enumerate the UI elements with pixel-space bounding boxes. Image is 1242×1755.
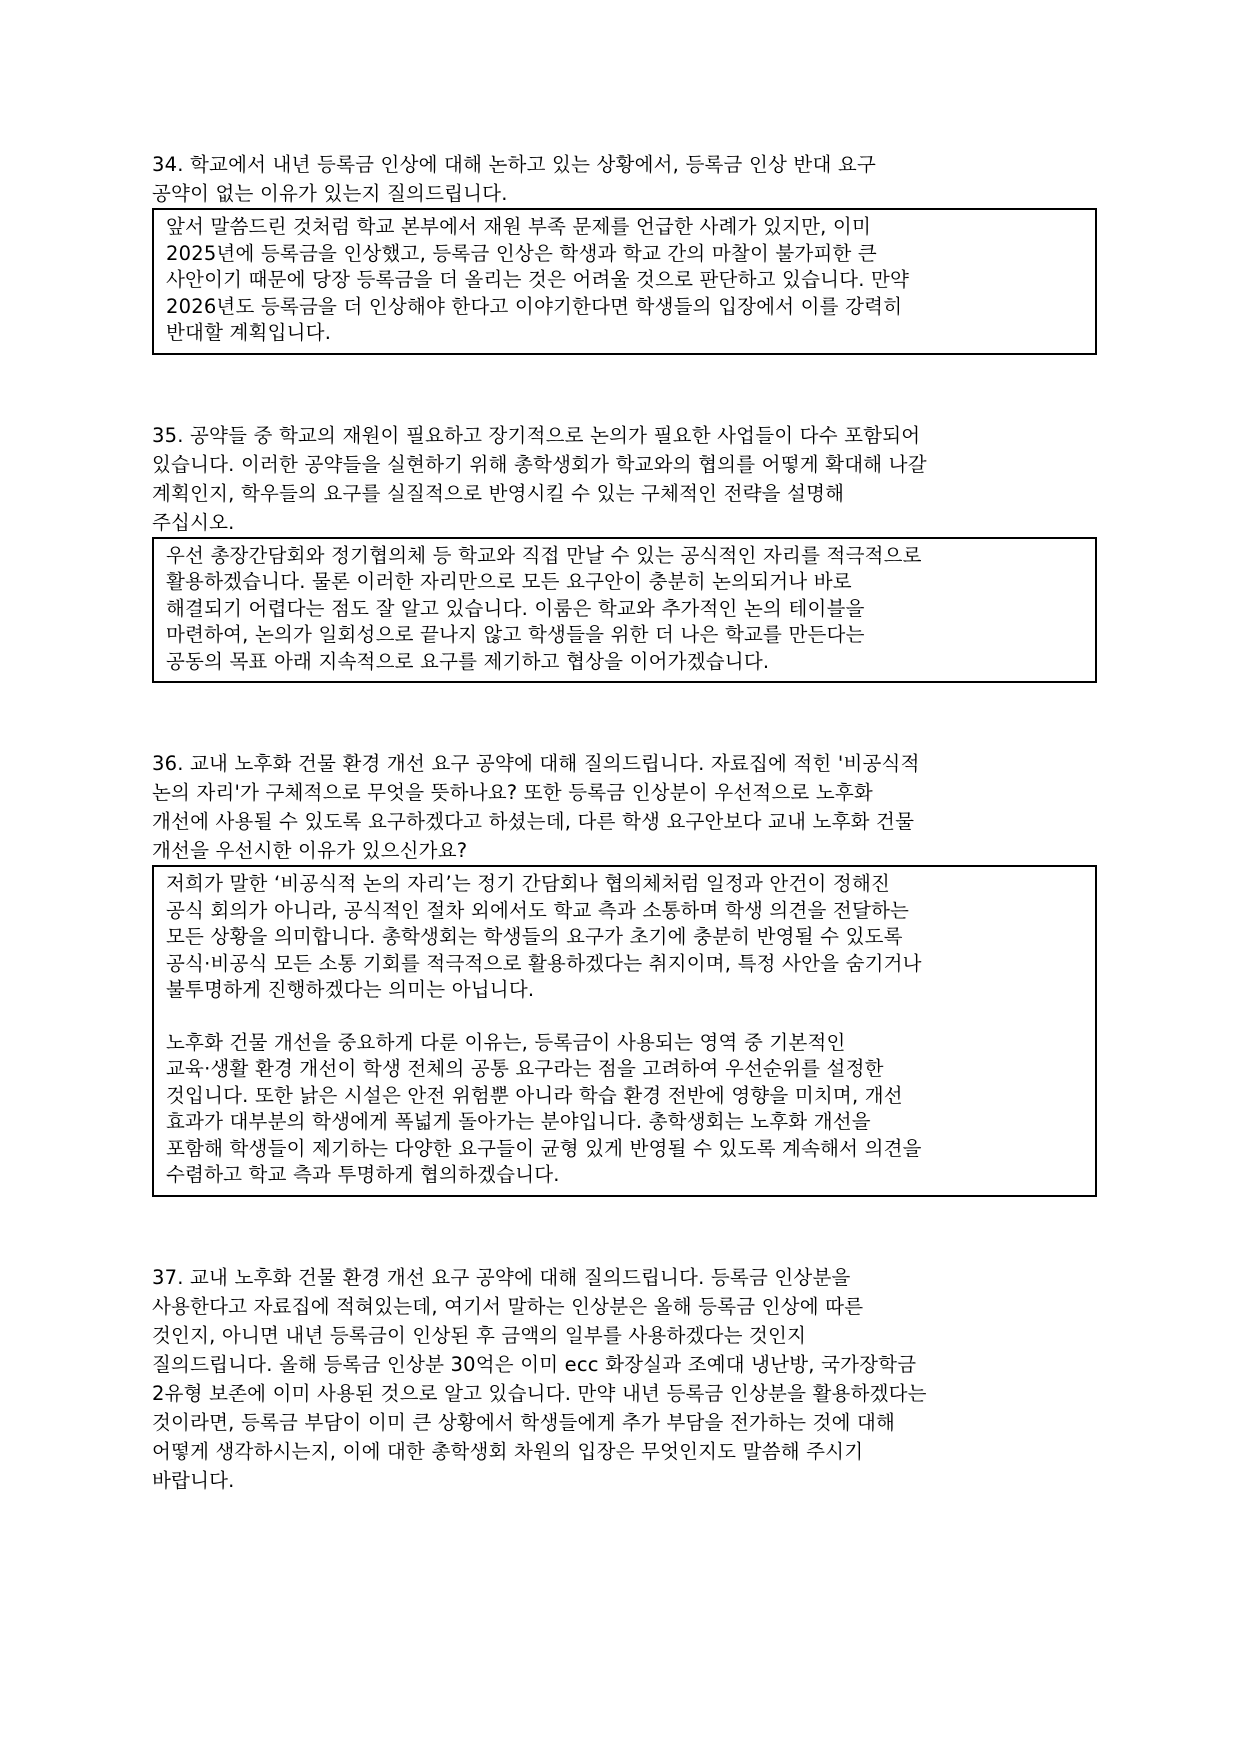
answer-line: 저희가 말한 ‘비공식적 논의 자리’는 정기 간담회나 협의체처럼 일정과 안건이 정해진 (166, 872, 891, 895)
answer-line: 교육·생활 환경 개선이 학생 전체의 공통 요구라는 점을 고려하여 우선순위를 설정한 (166, 1057, 884, 1080)
question-line: 질의드립니다. 올해 등록금 인상분 30억은 이미 ecc 화장실과 조예대 냉난방, 국가장학금 (152, 1352, 917, 1376)
answer-box-34 (152, 208, 1097, 355)
question-line: 어떻게 생각하시는지, 이에 대한 총학생회 차원의 입장은 무엇인지도 말씀해 주시기 (152, 1439, 864, 1463)
question-34 (152, 150, 1102, 208)
question-line: 36. 교내 노후화 건물 환경 개선 요구 공약에 대해 질의드립니다. 자료집에 적힌 '비공식적 (152, 752, 920, 775)
answer-line: 불투명하게 진행하겠다는 의미는 아닙니다. (166, 978, 535, 1001)
question-line: 바랍니다. (152, 1468, 235, 1492)
answer-line: 마련하여, 논의가 일회성으로 끝나지 않고 학생들을 위한 더 나은 학교를 만든다는 (166, 623, 865, 646)
answer-box-35 (152, 537, 1097, 684)
answer-line: 2025년에 등록금을 인상했고, 등록금 인상은 학생과 학교 간의 마찰이 불가피한 큰 (166, 241, 877, 265)
qa-section-34 (152, 150, 1102, 355)
question-36 (152, 749, 1102, 865)
answer-line: 공동의 목표 아래 지속적으로 요구를 제기하고 협상을 이어가겠습니다. (166, 649, 770, 673)
question-line: 있습니다. 이러한 공약들을 실현하기 위해 총학생회가 학교와의 협의를 어떻게 확대해 나갈 (152, 452, 927, 476)
question-line: 공약이 없는 이유가 있는지 질의드립니다. (152, 182, 508, 205)
question-line: 2유형 보존에 이미 사용된 것으로 알고 있습니다. 만약 내년 등록금 인상분을 활용하겠다는 (152, 1381, 927, 1405)
qa-section-36 (152, 749, 1102, 1197)
question-line: 논의 자리'가 구체적으로 무엇을 뜻하나요? 또한 등록금 인상분이 우선적으로 노후화 (152, 781, 873, 804)
answer-line: 우선 총장간담회와 정기협의체 등 학교와 직접 만날 수 있는 공식적인 자리를 적극적으로 (166, 543, 922, 567)
answer-line: 2026년도 등록금을 더 인상해야 한다고 이야기한다면 학생들의 입장에서 이를 강력히 (166, 294, 903, 318)
answer-line: 수렴하고 학교 측과 투명하게 협의하겠습니다. (166, 1163, 560, 1186)
document-page (152, 150, 1102, 1495)
answer-box-36 (152, 865, 1097, 1197)
answer-line: 해결되기 어렵다는 점도 잘 알고 있습니다. 이룸은 학교와 추가적인 논의 테이블을 (166, 596, 865, 620)
answer-line: 활용하겠습니다. 물론 이러한 자리만으로 모든 요구안이 충분히 논의되거나 바로 (166, 570, 852, 593)
question-37 (152, 1263, 1102, 1495)
answer-line: 효과가 대부분의 학생에게 폭넓게 돌아가는 분야입니다. 총학생회는 노후화 개선을 (166, 1110, 871, 1133)
question-line: 35. 공약들 중 학교의 재원이 필요하고 장기적으로 논의가 필요한 사업들이 다수 포함되어 (152, 423, 921, 447)
answer-line: 포함해 학생들이 제기하는 다양한 요구들이 균형 있게 반영될 수 있도록 계속해서 의견을 (166, 1136, 922, 1160)
answer-line: 노후화 건물 개선을 중요하게 다룬 이유는, 등록금이 사용되는 영역 중 기본적인 (166, 1030, 846, 1054)
answer-line: 것입니다. 또한 낡은 시설은 안전 위험뿐 아니라 학습 환경 전반에 영향을 미치며, 개선 (166, 1083, 903, 1107)
paragraph-gap (166, 1004, 1085, 1030)
question-line: 사용한다고 자료집에 적혀있는데, 여기서 말하는 인상분은 올해 등록금 인상에 따른 (152, 1294, 864, 1318)
answer-line: 사안이기 때문에 당장 등록금을 더 올리는 것은 어려울 것으로 판단하고 있습니다. 만약 (166, 268, 910, 291)
question-line: 37. 교내 노후화 건물 환경 개선 요구 공약에 대해 질의드립니다. 등록금 인상분을 (152, 1265, 851, 1289)
qa-section-37 (152, 1263, 1102, 1495)
question-35 (152, 421, 1102, 537)
answer-line: 공식·비공식 모든 소통 기회를 적극적으로 활용하겠다는 취지이며, 특정 사안을 숨기거나 (166, 951, 922, 975)
question-line: 34. 학교에서 내년 등록금 인상에 대해 논하고 있는 상황에서, 등록금 인상 반대 요구 (152, 153, 876, 176)
answer-line: 앞서 말씀드린 것처럼 학교 본부에서 재원 부족 문제를 언급한 사례가 있지만, 이미 (166, 215, 872, 238)
question-line: 계획인지, 학우들의 요구를 실질적으로 반영시킬 수 있는 구체적인 전략을 설명해 (152, 481, 845, 505)
answer-line: 공식 회의가 아니라, 공식적인 절차 외에서도 학교 측과 소통하며 학생 의견을 전달하는 (166, 898, 910, 922)
answer-line: 모든 상황을 의미합니다. 총학생회는 학생들의 요구가 초기에 충분히 반영될 수 있도록 (166, 925, 903, 948)
question-line: 것인지, 아니면 내년 등록금이 인상된 후 금액의 일부를 사용하겠다는 것인지 (152, 1323, 807, 1347)
question-line: 개선에 사용될 수 있도록 요구하겠다고 하셨는데, 다른 학생 요구안보다 교내 노후화 건물 (152, 810, 915, 833)
question-line: 주십시오. (152, 510, 235, 534)
answer-line: 반대할 계획입니다. (166, 321, 332, 344)
question-line: 개선을 우선시한 이유가 있으신가요? (152, 839, 468, 862)
qa-section-35 (152, 421, 1102, 684)
question-line: 것이라면, 등록금 부담이 이미 큰 상황에서 학생들에게 추가 부담을 전가하는 것에 대해 (152, 1410, 896, 1434)
